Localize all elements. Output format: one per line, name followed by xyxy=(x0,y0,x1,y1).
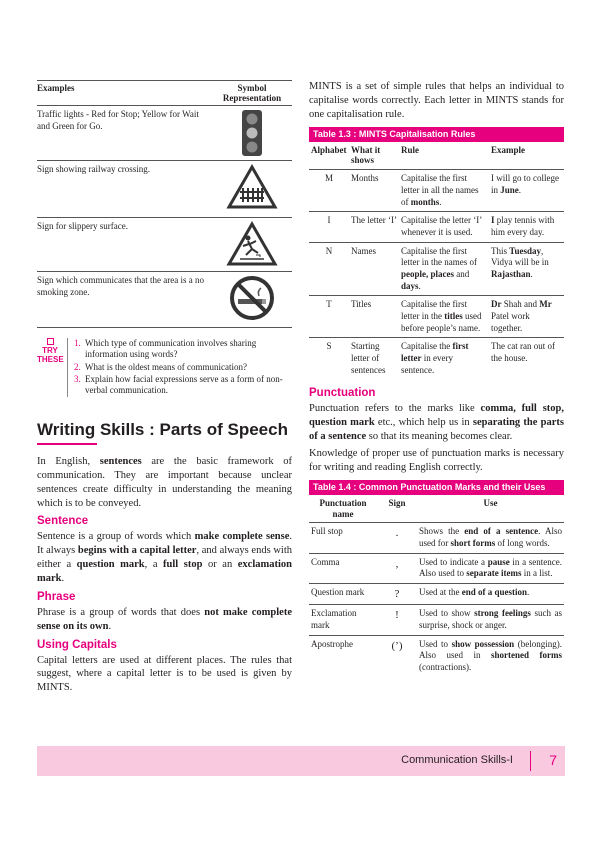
table-header: Sign xyxy=(377,495,417,523)
footer-divider xyxy=(530,751,531,771)
left-column xyxy=(37,80,293,694)
mints-table-title: Table 1.3 : MINTS Capitalisation Rules xyxy=(309,127,564,142)
punctuation-paragraph-1: Punctuation refers to the marks like comma, full stop, question mark etc., which help us in separating the parts of a sentence so that its meaning becomes clear. xyxy=(309,403,564,443)
punctuation-paragraph-2: Knowledge of proper use of punctuation marks is necessary for writing and reading English correctly. xyxy=(309,448,564,473)
punctuation-heading: Punctuation xyxy=(309,387,376,400)
table-row: N Names Capitalise the first letter in the names of people, places and days. This Tuesday, Vidya will be in Rajasthan. xyxy=(309,242,564,296)
footer-title: Communication Skills-I xyxy=(401,754,513,766)
page-footer xyxy=(37,746,565,776)
example-text: Sign for slippery surface. xyxy=(37,218,212,272)
page-number: 7 xyxy=(549,752,557,768)
traffic-light-icon xyxy=(240,109,264,157)
table-row xyxy=(37,106,292,161)
punctuation-table xyxy=(309,495,564,677)
sentence-heading: Sentence xyxy=(37,515,89,528)
table-header: Rule xyxy=(399,142,489,170)
table-header: Example xyxy=(489,142,564,170)
table-row: Exclamation mark ! Used to show strong feelings such as surprise, shock or anger. xyxy=(309,605,564,635)
table-header: Punctuation name xyxy=(309,495,377,523)
heading-underline xyxy=(37,443,97,445)
punctuation-table-title: Table 1.4 : Common Punctuation Marks and their Uses xyxy=(309,480,564,495)
table-row xyxy=(37,218,292,272)
try-these-box xyxy=(37,338,292,397)
list-item: 3. Explain how facial expressions serve as a form of non-verbal communication. xyxy=(74,373,283,395)
symbol-table-header-examples: Examples xyxy=(37,81,212,106)
table-row xyxy=(37,161,292,218)
list-item: 2. What is the oldest means of communication? xyxy=(74,361,247,372)
table-row: M Months Capitalise the first letter in all the names of months. I will go to college in June. xyxy=(309,170,564,212)
list-item: 1. Which type of communication involves sharing information using words? xyxy=(74,338,257,360)
section-heading: Writing Skills : Parts of Speech xyxy=(37,420,288,439)
table-header: What it shows xyxy=(349,142,399,170)
capitals-heading: Using Capitals xyxy=(37,638,117,651)
sentence-paragraph: Sentence is a group of words which make complete sense. It always begins with a capital letter, and always ends with either a question mark, a full stop or an exclamation mark. xyxy=(37,531,293,585)
table-header: Use xyxy=(417,495,564,523)
mints-table xyxy=(309,142,564,380)
intro-paragraph: In English, sentences are the basic framework of communication. They are important because unclear sentences create difficulty in understanding the meaning which is to be conveyed. xyxy=(37,456,292,509)
right-column xyxy=(309,80,564,677)
phrase-heading: Phrase xyxy=(37,590,76,603)
slippery-surface-icon xyxy=(226,221,278,267)
table-row: Comma , Used to indicate a pause in a sentence. Also used to separate items in a list. xyxy=(309,553,564,583)
table-row: Question mark ? Used at the end of a question. xyxy=(309,584,564,605)
table-row: Apostrophe (’) Used to show possession (belonging). Also used in shortened forms (contractions). xyxy=(311,638,562,673)
checkbox-icon xyxy=(47,338,54,345)
try-these-label: TRY THESE xyxy=(37,338,63,397)
symbol-table-header-symbol: Symbol Representation xyxy=(212,81,292,106)
table-row: S Starting letter of sentences Capitalise the first letter in every sentence. The cat ran out of the house. xyxy=(326,341,555,375)
table-header: Alphabet xyxy=(309,142,349,170)
railway-crossing-icon xyxy=(226,164,278,210)
table-row: T Titles Capitalise the first letter in the titles used before people’s name. Dr Shah and Mr Patel work together. xyxy=(309,296,564,338)
example-text: Sign showing railway crossing. xyxy=(37,161,212,218)
try-these-list xyxy=(67,338,292,397)
phrase-paragraph: Phrase is a group of words that does not make complete sense on its own. xyxy=(37,606,292,632)
writing-skills-section xyxy=(37,420,292,695)
mints-intro: MINTS is a set of simple rules that helps an individual to capitalise words correctly. Each letter in MINTS stands for one capitalisation rule. xyxy=(309,81,564,120)
symbol-table xyxy=(37,80,292,328)
example-text: Sign which communicates that the area is a no smoking zone. xyxy=(37,272,212,328)
no-smoking-icon xyxy=(229,275,275,321)
example-text: Traffic lights - Red for Stop; Yellow for Wait and Green for Go. xyxy=(37,106,212,161)
table-row: Full stop . Shows the end of a sentence. Also used for short forms of long words. xyxy=(309,523,564,553)
table-row xyxy=(37,272,292,328)
table-row: I The letter ‘I’ Capitalise the letter ‘I’ whenever it is used. I play tennis with him every day. xyxy=(309,212,564,242)
capitals-paragraph: Capital letters are used at different places. The rules that suggest, where a capital letter is to be used is given by MINTS. xyxy=(37,654,292,694)
